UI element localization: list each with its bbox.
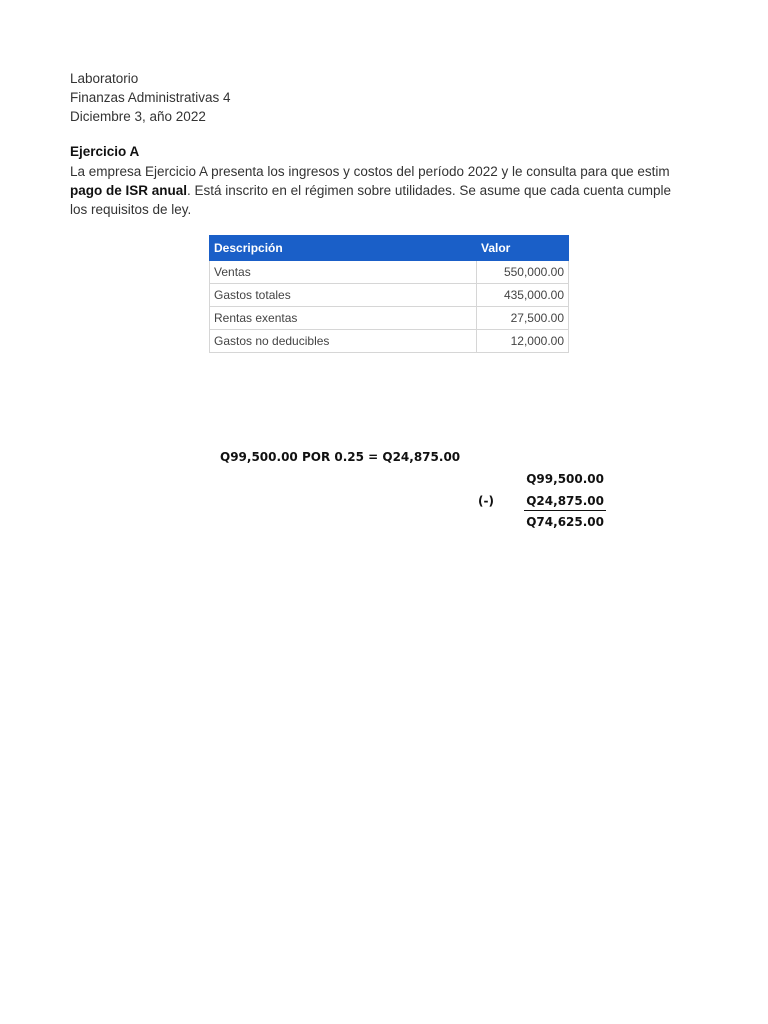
exercise-title: Ejercicio A <box>70 144 140 159</box>
row-value: 12,000.00 <box>477 330 569 353</box>
description-bold-text: pago de ISR anual <box>70 183 188 198</box>
header-value: Valor <box>477 236 569 261</box>
table-row <box>210 330 569 353</box>
lab-label: Laboratorio <box>70 71 139 86</box>
table-row <box>210 261 569 284</box>
table-row <box>210 307 569 330</box>
row-description: Ventas <box>210 261 477 284</box>
calc-minus-sign: (-) <box>478 494 494 508</box>
tax-formula: Q99,500.00 POR 0.25 = Q24,875.00 <box>220 450 461 464</box>
description-line-2-rest: . Está inscrito en el régimen sobre utilidades. Se asume que cada cuenta cumple <box>187 183 672 198</box>
row-description: Rentas exentas <box>210 307 477 330</box>
description-line-1: La empresa Ejercicio A presenta los ingresos y costos del período 2022 y le consulta para que estim <box>70 164 670 179</box>
row-value: 435,000.00 <box>477 284 569 307</box>
row-description: Gastos no deducibles <box>210 330 477 353</box>
table-header-row <box>210 236 569 261</box>
calc-result-amount: Q74,625.00 <box>526 515 604 529</box>
income-cost-table <box>209 235 569 353</box>
row-value: 27,500.00 <box>477 307 569 330</box>
course-name: Finanzas Administrativas 4 <box>70 90 231 105</box>
description-line-2 <box>70 181 682 200</box>
row-value: 550,000.00 <box>477 261 569 284</box>
calc-tax-amount: Q24,875.00 <box>526 494 604 508</box>
table-row <box>210 284 569 307</box>
description-line-3: los requisitos de ley. <box>70 202 192 217</box>
exercise-description <box>70 162 682 222</box>
row-description: Gastos totales <box>210 284 477 307</box>
header-description: Descripción <box>210 236 477 261</box>
calc-base-amount: Q99,500.00 <box>526 472 604 486</box>
subtotal-line <box>524 510 606 511</box>
document-date: Diciembre 3, año 2022 <box>70 109 206 124</box>
